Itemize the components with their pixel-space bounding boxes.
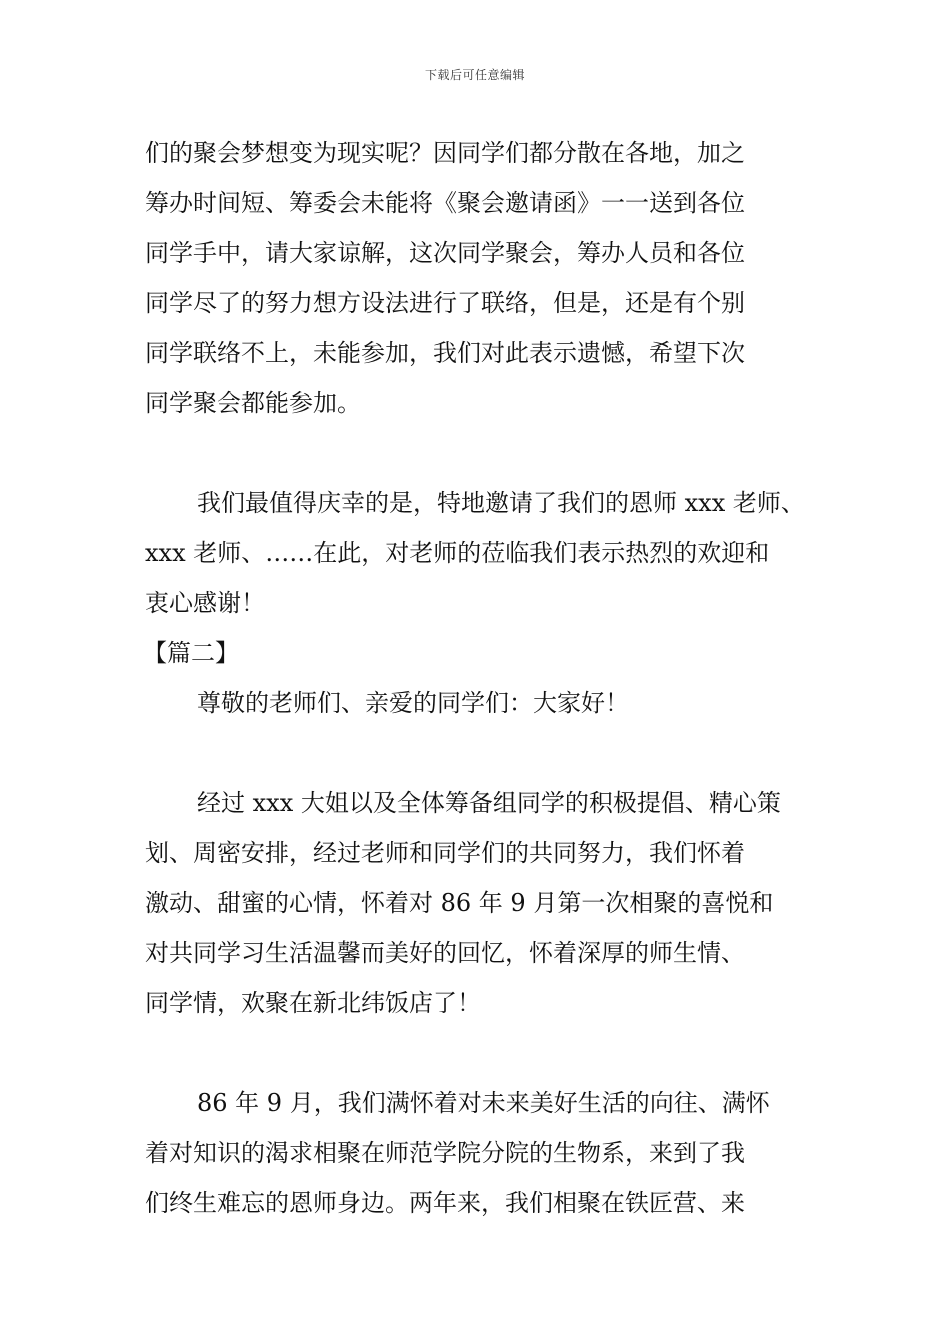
text-line: 同学联络不上，未能参加，我们对此表示遗憾，希望下次 [145, 339, 745, 367]
paragraph-gap [145, 728, 815, 778]
text-line: 同学手中，请大家谅解，这次同学聚会，筹办人员和各位 [145, 239, 745, 267]
text-line: 划、周密安排，经过老师和同学们的共同努力，我们怀着 [145, 839, 745, 867]
document-body [145, 128, 815, 1228]
text-line: 同学尽了的努力想方设法进行了联络，但是，还是有个别 [145, 289, 745, 317]
page-header: 下载后可任意编辑 [424, 68, 525, 82]
paragraph-5 [145, 1078, 815, 1228]
text-line: 们终生难忘的恩师身边。两年来，我们相聚在铁匠营、来 [145, 1189, 745, 1217]
section-title: 【篇二】 [143, 639, 239, 667]
text-line: 86 年 9 月，我们满怀着对未来美好生活的向往、满怀 [197, 1089, 770, 1117]
paragraph-gap [145, 428, 815, 478]
text-line: 同学聚会都能参加。 [145, 389, 361, 417]
text-line: 着对知识的渴求相聚在师范学院分院的生物系，来到了我 [145, 1139, 745, 1167]
text-line: 我们最值得庆幸的是，特地邀请了我们的恩师 xxx 老师、 [197, 489, 805, 517]
paragraph-1 [145, 128, 815, 428]
text-line: 尊敬的老师们、亲爱的同学们：大家好！ [197, 689, 629, 717]
text-line: 经过 xxx 大姐以及全体筹备组同学的积极提倡、精心策 [197, 789, 781, 817]
text-line: xxx 老师、……在此，对老师的莅临我们表示热烈的欢迎和 [145, 539, 770, 567]
paragraph-3 [145, 678, 815, 728]
paragraph-gap [145, 1028, 815, 1078]
paragraph-2 [145, 478, 815, 628]
text-line: 对共同学习生活温馨而美好的回忆，怀着深厚的师生情、 [145, 939, 745, 967]
text-line: 们的聚会梦想变为现实呢？因同学们都分散在各地，加之 [145, 139, 745, 167]
text-line: 激动、甜蜜的心情，怀着对 86 年 9 月第一次相聚的喜悦和 [145, 889, 774, 917]
text-line: 筹办时间短、筹委会未能将《聚会邀请函》一一送到各位 [145, 189, 745, 217]
text-line: 衷心感谢！ [145, 589, 265, 617]
paragraph-4 [145, 778, 815, 1028]
text-line: 同学情，欢聚在新北纬饭店了！ [145, 989, 481, 1017]
